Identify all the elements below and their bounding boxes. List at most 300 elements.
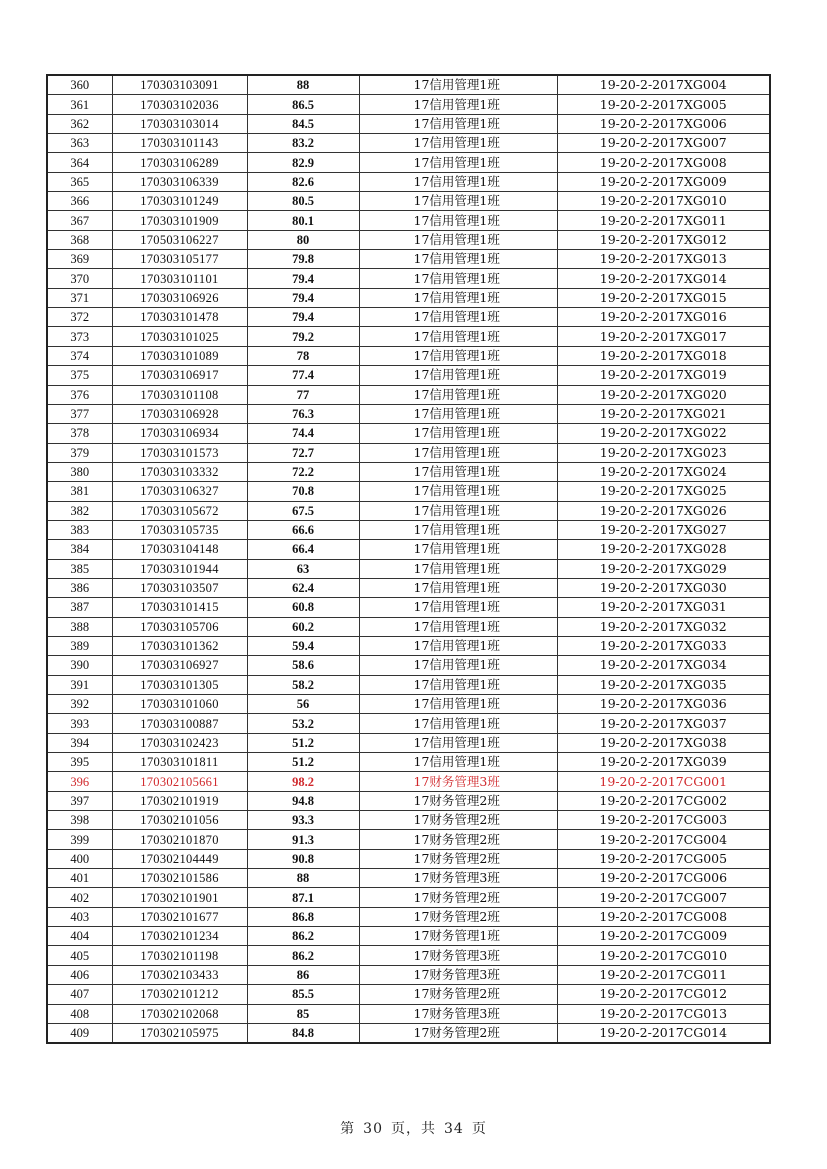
student-id-cell: 170303102423	[112, 733, 247, 752]
class-name-cell: 17财务管理2班	[359, 907, 557, 926]
student-id-cell: 170303106934	[112, 424, 247, 443]
score-cell: 79.2	[247, 327, 359, 346]
table-row	[47, 114, 770, 133]
certificate-code-cell: 19-20-2-2017XG022	[557, 424, 770, 443]
table-row	[47, 172, 770, 191]
certificate-code-cell: 19-20-2-2017CG011	[557, 965, 770, 984]
class-name-cell: 17财务管理2班	[359, 985, 557, 1004]
student-id-cell: 170303106289	[112, 153, 247, 172]
student-id-cell: 170303101909	[112, 211, 247, 230]
score-cell: 76.3	[247, 404, 359, 423]
row-number-cell: 396	[47, 772, 112, 791]
table-row	[47, 656, 770, 675]
score-cell: 79.4	[247, 288, 359, 307]
table-row	[47, 636, 770, 655]
table-row	[47, 462, 770, 481]
certificate-code-cell: 19-20-2-2017XG037	[557, 714, 770, 733]
table-row	[47, 75, 770, 95]
table-row	[47, 598, 770, 617]
row-number-cell: 367	[47, 211, 112, 230]
student-id-cell: 170303106917	[112, 366, 247, 385]
score-cell: 86.2	[247, 927, 359, 946]
class-name-cell: 17信用管理1班	[359, 656, 557, 675]
score-cell: 84.5	[247, 114, 359, 133]
student-id-cell: 170303106327	[112, 482, 247, 501]
certificate-code-cell: 19-20-2-2017XG033	[557, 636, 770, 655]
score-cell: 51.2	[247, 733, 359, 752]
class-name-cell: 17信用管理1班	[359, 675, 557, 694]
table-row	[47, 1023, 770, 1043]
score-cell: 86.8	[247, 907, 359, 926]
certificate-code-cell: 19-20-2-2017XG024	[557, 462, 770, 481]
certificate-code-cell: 19-20-2-2017XG026	[557, 501, 770, 520]
class-name-cell: 17信用管理1班	[359, 153, 557, 172]
row-number-cell: 366	[47, 192, 112, 211]
score-cell: 53.2	[247, 714, 359, 733]
table-row	[47, 965, 770, 984]
student-id-cell: 170302102068	[112, 1004, 247, 1023]
class-name-cell: 17信用管理1班	[359, 753, 557, 772]
score-cell: 70.8	[247, 482, 359, 501]
class-name-cell: 17财务管理2班	[359, 830, 557, 849]
certificate-code-cell: 19-20-2-2017CG007	[557, 888, 770, 907]
student-id-cell: 170302101198	[112, 946, 247, 965]
certificate-code-cell: 19-20-2-2017XG020	[557, 385, 770, 404]
table-row	[47, 288, 770, 307]
table-row	[47, 714, 770, 733]
row-number-cell: 378	[47, 424, 112, 443]
certificate-code-cell: 19-20-2-2017XG035	[557, 675, 770, 694]
student-id-cell: 170303100887	[112, 714, 247, 733]
class-name-cell: 17信用管理1班	[359, 134, 557, 153]
score-cell: 79.4	[247, 308, 359, 327]
certificate-code-cell: 19-20-2-2017XG030	[557, 578, 770, 597]
student-id-cell: 170303101362	[112, 636, 247, 655]
student-id-cell: 170303104148	[112, 540, 247, 559]
table-row	[47, 849, 770, 868]
row-number-cell: 409	[47, 1023, 112, 1043]
table-body	[47, 75, 770, 1043]
row-number-cell: 408	[47, 1004, 112, 1023]
certificate-code-cell: 19-20-2-2017CG003	[557, 811, 770, 830]
row-number-cell: 377	[47, 404, 112, 423]
student-id-cell: 170302101586	[112, 869, 247, 888]
score-cell: 98.2	[247, 772, 359, 791]
row-number-cell: 404	[47, 927, 112, 946]
class-name-cell: 17信用管理1班	[359, 482, 557, 501]
student-id-cell: 170302105975	[112, 1023, 247, 1043]
class-name-cell: 17信用管理1班	[359, 636, 557, 655]
certificate-code-cell: 19-20-2-2017XG027	[557, 520, 770, 539]
row-number-cell: 388	[47, 617, 112, 636]
student-id-cell: 170303103507	[112, 578, 247, 597]
student-id-cell: 170303101573	[112, 443, 247, 462]
student-id-cell: 170303101305	[112, 675, 247, 694]
table-row	[47, 501, 770, 520]
class-name-cell: 17财务管理3班	[359, 869, 557, 888]
student-id-cell: 170302105661	[112, 772, 247, 791]
row-number-cell: 361	[47, 95, 112, 114]
row-number-cell: 394	[47, 733, 112, 752]
row-number-cell: 397	[47, 791, 112, 810]
student-id-cell: 170303101249	[112, 192, 247, 211]
row-number-cell: 385	[47, 559, 112, 578]
row-number-cell: 374	[47, 346, 112, 365]
score-cell: 85	[247, 1004, 359, 1023]
student-id-cell: 170302101901	[112, 888, 247, 907]
certificate-code-cell: 19-20-2-2017XG023	[557, 443, 770, 462]
table-row	[47, 134, 770, 153]
table-row	[47, 308, 770, 327]
certificate-code-cell: 19-20-2-2017XG004	[557, 75, 770, 95]
student-id-cell: 170303106927	[112, 656, 247, 675]
score-cell: 77	[247, 385, 359, 404]
class-name-cell: 17信用管理1班	[359, 501, 557, 520]
student-id-cell: 170302101919	[112, 791, 247, 810]
score-cell: 66.4	[247, 540, 359, 559]
certificate-code-cell: 19-20-2-2017XG005	[557, 95, 770, 114]
student-id-cell: 170303101811	[112, 753, 247, 772]
table-row	[47, 559, 770, 578]
class-name-cell: 17财务管理3班	[359, 772, 557, 791]
class-name-cell: 17财务管理2班	[359, 791, 557, 810]
row-number-cell: 384	[47, 540, 112, 559]
table-row	[47, 346, 770, 365]
score-cell: 59.4	[247, 636, 359, 655]
student-id-cell: 170303101415	[112, 598, 247, 617]
row-number-cell: 407	[47, 985, 112, 1004]
footer-middle: 页，共	[391, 1121, 436, 1137]
certificate-code-cell: 19-20-2-2017XG007	[557, 134, 770, 153]
class-name-cell: 17信用管理1班	[359, 462, 557, 481]
certificate-code-cell: 19-20-2-2017CG004	[557, 830, 770, 849]
row-number-cell: 395	[47, 753, 112, 772]
certificate-code-cell: 19-20-2-2017CG009	[557, 927, 770, 946]
certificate-code-cell: 19-20-2-2017CG014	[557, 1023, 770, 1043]
table-row	[47, 869, 770, 888]
table-row	[47, 927, 770, 946]
row-number-cell: 373	[47, 327, 112, 346]
score-cell: 67.5	[247, 501, 359, 520]
footer-suffix: 页	[471, 1121, 487, 1137]
student-id-cell: 170303101089	[112, 346, 247, 365]
student-id-cell: 170303101060	[112, 695, 247, 714]
table-row	[47, 811, 770, 830]
student-id-cell: 170303103091	[112, 75, 247, 95]
certificate-code-cell: 19-20-2-2017XG012	[557, 230, 770, 249]
certificate-code-cell: 19-20-2-2017XG039	[557, 753, 770, 772]
class-name-cell: 17信用管理1班	[359, 250, 557, 269]
row-number-cell: 362	[47, 114, 112, 133]
student-id-cell: 170302101234	[112, 927, 247, 946]
table-row	[47, 946, 770, 965]
row-number-cell: 370	[47, 269, 112, 288]
row-number-cell: 389	[47, 636, 112, 655]
table-row	[47, 366, 770, 385]
score-cell: 79.4	[247, 269, 359, 288]
class-name-cell: 17信用管理1班	[359, 424, 557, 443]
table-row	[47, 520, 770, 539]
certificate-code-cell: 19-20-2-2017XG017	[557, 327, 770, 346]
score-cell: 58.2	[247, 675, 359, 694]
class-name-cell: 17信用管理1班	[359, 714, 557, 733]
row-number-cell: 363	[47, 134, 112, 153]
class-name-cell: 17信用管理1班	[359, 385, 557, 404]
table-row	[47, 907, 770, 926]
class-name-cell: 17信用管理1班	[359, 75, 557, 95]
certificate-code-cell: 19-20-2-2017XG029	[557, 559, 770, 578]
row-number-cell: 364	[47, 153, 112, 172]
row-number-cell: 400	[47, 849, 112, 868]
table-row	[47, 675, 770, 694]
row-number-cell: 390	[47, 656, 112, 675]
score-cell: 93.3	[247, 811, 359, 830]
row-number-cell: 371	[47, 288, 112, 307]
student-id-cell: 170303101025	[112, 327, 247, 346]
table-row	[47, 404, 770, 423]
class-name-cell: 17信用管理1班	[359, 346, 557, 365]
row-number-cell: 365	[47, 172, 112, 191]
table-row	[47, 617, 770, 636]
certificate-code-cell: 19-20-2-2017XG019	[557, 366, 770, 385]
row-number-cell: 376	[47, 385, 112, 404]
class-name-cell: 17财务管理2班	[359, 888, 557, 907]
certificate-code-cell: 19-20-2-2017XG028	[557, 540, 770, 559]
row-number-cell: 403	[47, 907, 112, 926]
student-id-cell: 170303101108	[112, 385, 247, 404]
class-name-cell: 17信用管理1班	[359, 578, 557, 597]
table-row	[47, 772, 770, 791]
student-id-cell: 170303101143	[112, 134, 247, 153]
table-row	[47, 192, 770, 211]
class-name-cell: 17信用管理1班	[359, 269, 557, 288]
student-id-cell: 170303105672	[112, 501, 247, 520]
certificate-code-cell: 19-20-2-2017XG010	[557, 192, 770, 211]
score-cell: 87.1	[247, 888, 359, 907]
score-cell: 74.4	[247, 424, 359, 443]
row-number-cell: 360	[47, 75, 112, 95]
row-number-cell: 382	[47, 501, 112, 520]
table-row	[47, 443, 770, 462]
table-row	[47, 482, 770, 501]
certificate-code-cell: 19-20-2-2017XG015	[557, 288, 770, 307]
row-number-cell: 379	[47, 443, 112, 462]
certificate-code-cell: 19-20-2-2017XG008	[557, 153, 770, 172]
table-row	[47, 153, 770, 172]
table-row	[47, 1004, 770, 1023]
student-id-cell: 170302103433	[112, 965, 247, 984]
student-id-cell: 170303101101	[112, 269, 247, 288]
score-cell: 62.4	[247, 578, 359, 597]
score-table	[46, 74, 771, 1044]
certificate-code-cell: 19-20-2-2017CG010	[557, 946, 770, 965]
page-footer	[0, 1118, 827, 1138]
table-row	[47, 888, 770, 907]
student-id-cell: 170302101056	[112, 811, 247, 830]
class-name-cell: 17信用管理1班	[359, 366, 557, 385]
certificate-code-cell: 19-20-2-2017XG021	[557, 404, 770, 423]
class-name-cell: 17财务管理3班	[359, 965, 557, 984]
certificate-code-cell: 19-20-2-2017XG016	[557, 308, 770, 327]
class-name-cell: 17信用管理1班	[359, 404, 557, 423]
certificate-code-cell: 19-20-2-2017CG012	[557, 985, 770, 1004]
footer-prefix: 第	[340, 1121, 356, 1137]
class-name-cell: 17财务管理1班	[359, 927, 557, 946]
student-id-cell: 170303105177	[112, 250, 247, 269]
score-cell: 88	[247, 75, 359, 95]
score-cell: 88	[247, 869, 359, 888]
row-number-cell: 383	[47, 520, 112, 539]
certificate-code-cell: 19-20-2-2017XG006	[557, 114, 770, 133]
student-id-cell: 170303103332	[112, 462, 247, 481]
table-row	[47, 327, 770, 346]
certificate-code-cell: 19-20-2-2017CG005	[557, 849, 770, 868]
student-id-cell: 170303102036	[112, 95, 247, 114]
score-cell: 86.5	[247, 95, 359, 114]
table-row	[47, 385, 770, 404]
row-number-cell: 406	[47, 965, 112, 984]
table-row	[47, 830, 770, 849]
student-id-cell: 170303106339	[112, 172, 247, 191]
student-id-cell: 170503106227	[112, 230, 247, 249]
class-name-cell: 17信用管理1班	[359, 598, 557, 617]
score-cell: 51.2	[247, 753, 359, 772]
score-cell: 60.8	[247, 598, 359, 617]
student-id-cell: 170303106926	[112, 288, 247, 307]
score-cell: 84.8	[247, 1023, 359, 1043]
table-row	[47, 540, 770, 559]
table-row	[47, 791, 770, 810]
score-cell: 85.5	[247, 985, 359, 1004]
score-cell: 60.2	[247, 617, 359, 636]
student-id-cell: 170302101677	[112, 907, 247, 926]
class-name-cell: 17信用管理1班	[359, 114, 557, 133]
row-number-cell: 369	[47, 250, 112, 269]
table-row	[47, 578, 770, 597]
certificate-code-cell: 19-20-2-2017XG034	[557, 656, 770, 675]
total-pages-number: 34	[444, 1121, 464, 1137]
certificate-code-cell: 19-20-2-2017CG002	[557, 791, 770, 810]
class-name-cell: 17信用管理1班	[359, 327, 557, 346]
row-number-cell: 392	[47, 695, 112, 714]
row-number-cell: 386	[47, 578, 112, 597]
row-number-cell: 375	[47, 366, 112, 385]
certificate-code-cell: 19-20-2-2017XG031	[557, 598, 770, 617]
table-row	[47, 250, 770, 269]
class-name-cell: 17信用管理1班	[359, 443, 557, 462]
class-name-cell: 17财务管理2班	[359, 811, 557, 830]
table-row	[47, 211, 770, 230]
class-name-cell: 17信用管理1班	[359, 695, 557, 714]
row-number-cell: 398	[47, 811, 112, 830]
certificate-code-cell: 19-20-2-2017XG011	[557, 211, 770, 230]
score-cell: 78	[247, 346, 359, 365]
score-cell: 86	[247, 965, 359, 984]
score-cell: 94.8	[247, 791, 359, 810]
row-number-cell: 380	[47, 462, 112, 481]
class-name-cell: 17信用管理1班	[359, 95, 557, 114]
class-name-cell: 17财务管理3班	[359, 946, 557, 965]
table-row	[47, 269, 770, 288]
score-cell: 90.8	[247, 849, 359, 868]
table-row	[47, 733, 770, 752]
score-cell: 72.2	[247, 462, 359, 481]
current-page-number: 30	[363, 1121, 383, 1137]
row-number-cell: 368	[47, 230, 112, 249]
certificate-code-cell: 19-20-2-2017XG032	[557, 617, 770, 636]
class-name-cell: 17信用管理1班	[359, 211, 557, 230]
student-id-cell: 170303105735	[112, 520, 247, 539]
table-row	[47, 230, 770, 249]
row-number-cell: 401	[47, 869, 112, 888]
class-name-cell: 17信用管理1班	[359, 540, 557, 559]
table-row	[47, 695, 770, 714]
score-cell: 82.6	[247, 172, 359, 191]
student-id-cell: 170303105706	[112, 617, 247, 636]
student-id-cell: 170302101870	[112, 830, 247, 849]
score-cell: 86.2	[247, 946, 359, 965]
score-cell: 56	[247, 695, 359, 714]
row-number-cell: 391	[47, 675, 112, 694]
table-row	[47, 424, 770, 443]
class-name-cell: 17信用管理1班	[359, 192, 557, 211]
certificate-code-cell: 19-20-2-2017XG013	[557, 250, 770, 269]
student-id-cell: 170303101944	[112, 559, 247, 578]
score-cell: 91.3	[247, 830, 359, 849]
class-name-cell: 17财务管理2班	[359, 1023, 557, 1043]
student-id-cell: 170302101212	[112, 985, 247, 1004]
row-number-cell: 399	[47, 830, 112, 849]
class-name-cell: 17信用管理1班	[359, 733, 557, 752]
score-cell: 63	[247, 559, 359, 578]
row-number-cell: 393	[47, 714, 112, 733]
class-name-cell: 17信用管理1班	[359, 172, 557, 191]
score-cell: 72.7	[247, 443, 359, 462]
score-cell: 77.4	[247, 366, 359, 385]
class-name-cell: 17信用管理1班	[359, 308, 557, 327]
certificate-code-cell: 19-20-2-2017XG018	[557, 346, 770, 365]
row-number-cell: 381	[47, 482, 112, 501]
table-row	[47, 985, 770, 1004]
class-name-cell: 17财务管理2班	[359, 849, 557, 868]
table-row	[47, 95, 770, 114]
score-cell: 80	[247, 230, 359, 249]
score-cell: 80.5	[247, 192, 359, 211]
certificate-code-cell: 19-20-2-2017XG038	[557, 733, 770, 752]
class-name-cell: 17财务管理3班	[359, 1004, 557, 1023]
score-cell: 82.9	[247, 153, 359, 172]
certificate-code-cell: 19-20-2-2017CG001	[557, 772, 770, 791]
score-cell: 79.8	[247, 250, 359, 269]
certificate-code-cell: 19-20-2-2017CG006	[557, 869, 770, 888]
student-id-cell: 170303106928	[112, 404, 247, 423]
student-id-cell: 170303103014	[112, 114, 247, 133]
class-name-cell: 17信用管理1班	[359, 617, 557, 636]
score-cell: 83.2	[247, 134, 359, 153]
score-cell: 58.6	[247, 656, 359, 675]
row-number-cell: 402	[47, 888, 112, 907]
certificate-code-cell: 19-20-2-2017XG025	[557, 482, 770, 501]
certificate-code-cell: 19-20-2-2017XG036	[557, 695, 770, 714]
certificate-code-cell: 19-20-2-2017CG013	[557, 1004, 770, 1023]
score-cell: 66.6	[247, 520, 359, 539]
row-number-cell: 372	[47, 308, 112, 327]
class-name-cell: 17信用管理1班	[359, 520, 557, 539]
table-row	[47, 753, 770, 772]
class-name-cell: 17信用管理1班	[359, 288, 557, 307]
score-cell: 80.1	[247, 211, 359, 230]
row-number-cell: 387	[47, 598, 112, 617]
